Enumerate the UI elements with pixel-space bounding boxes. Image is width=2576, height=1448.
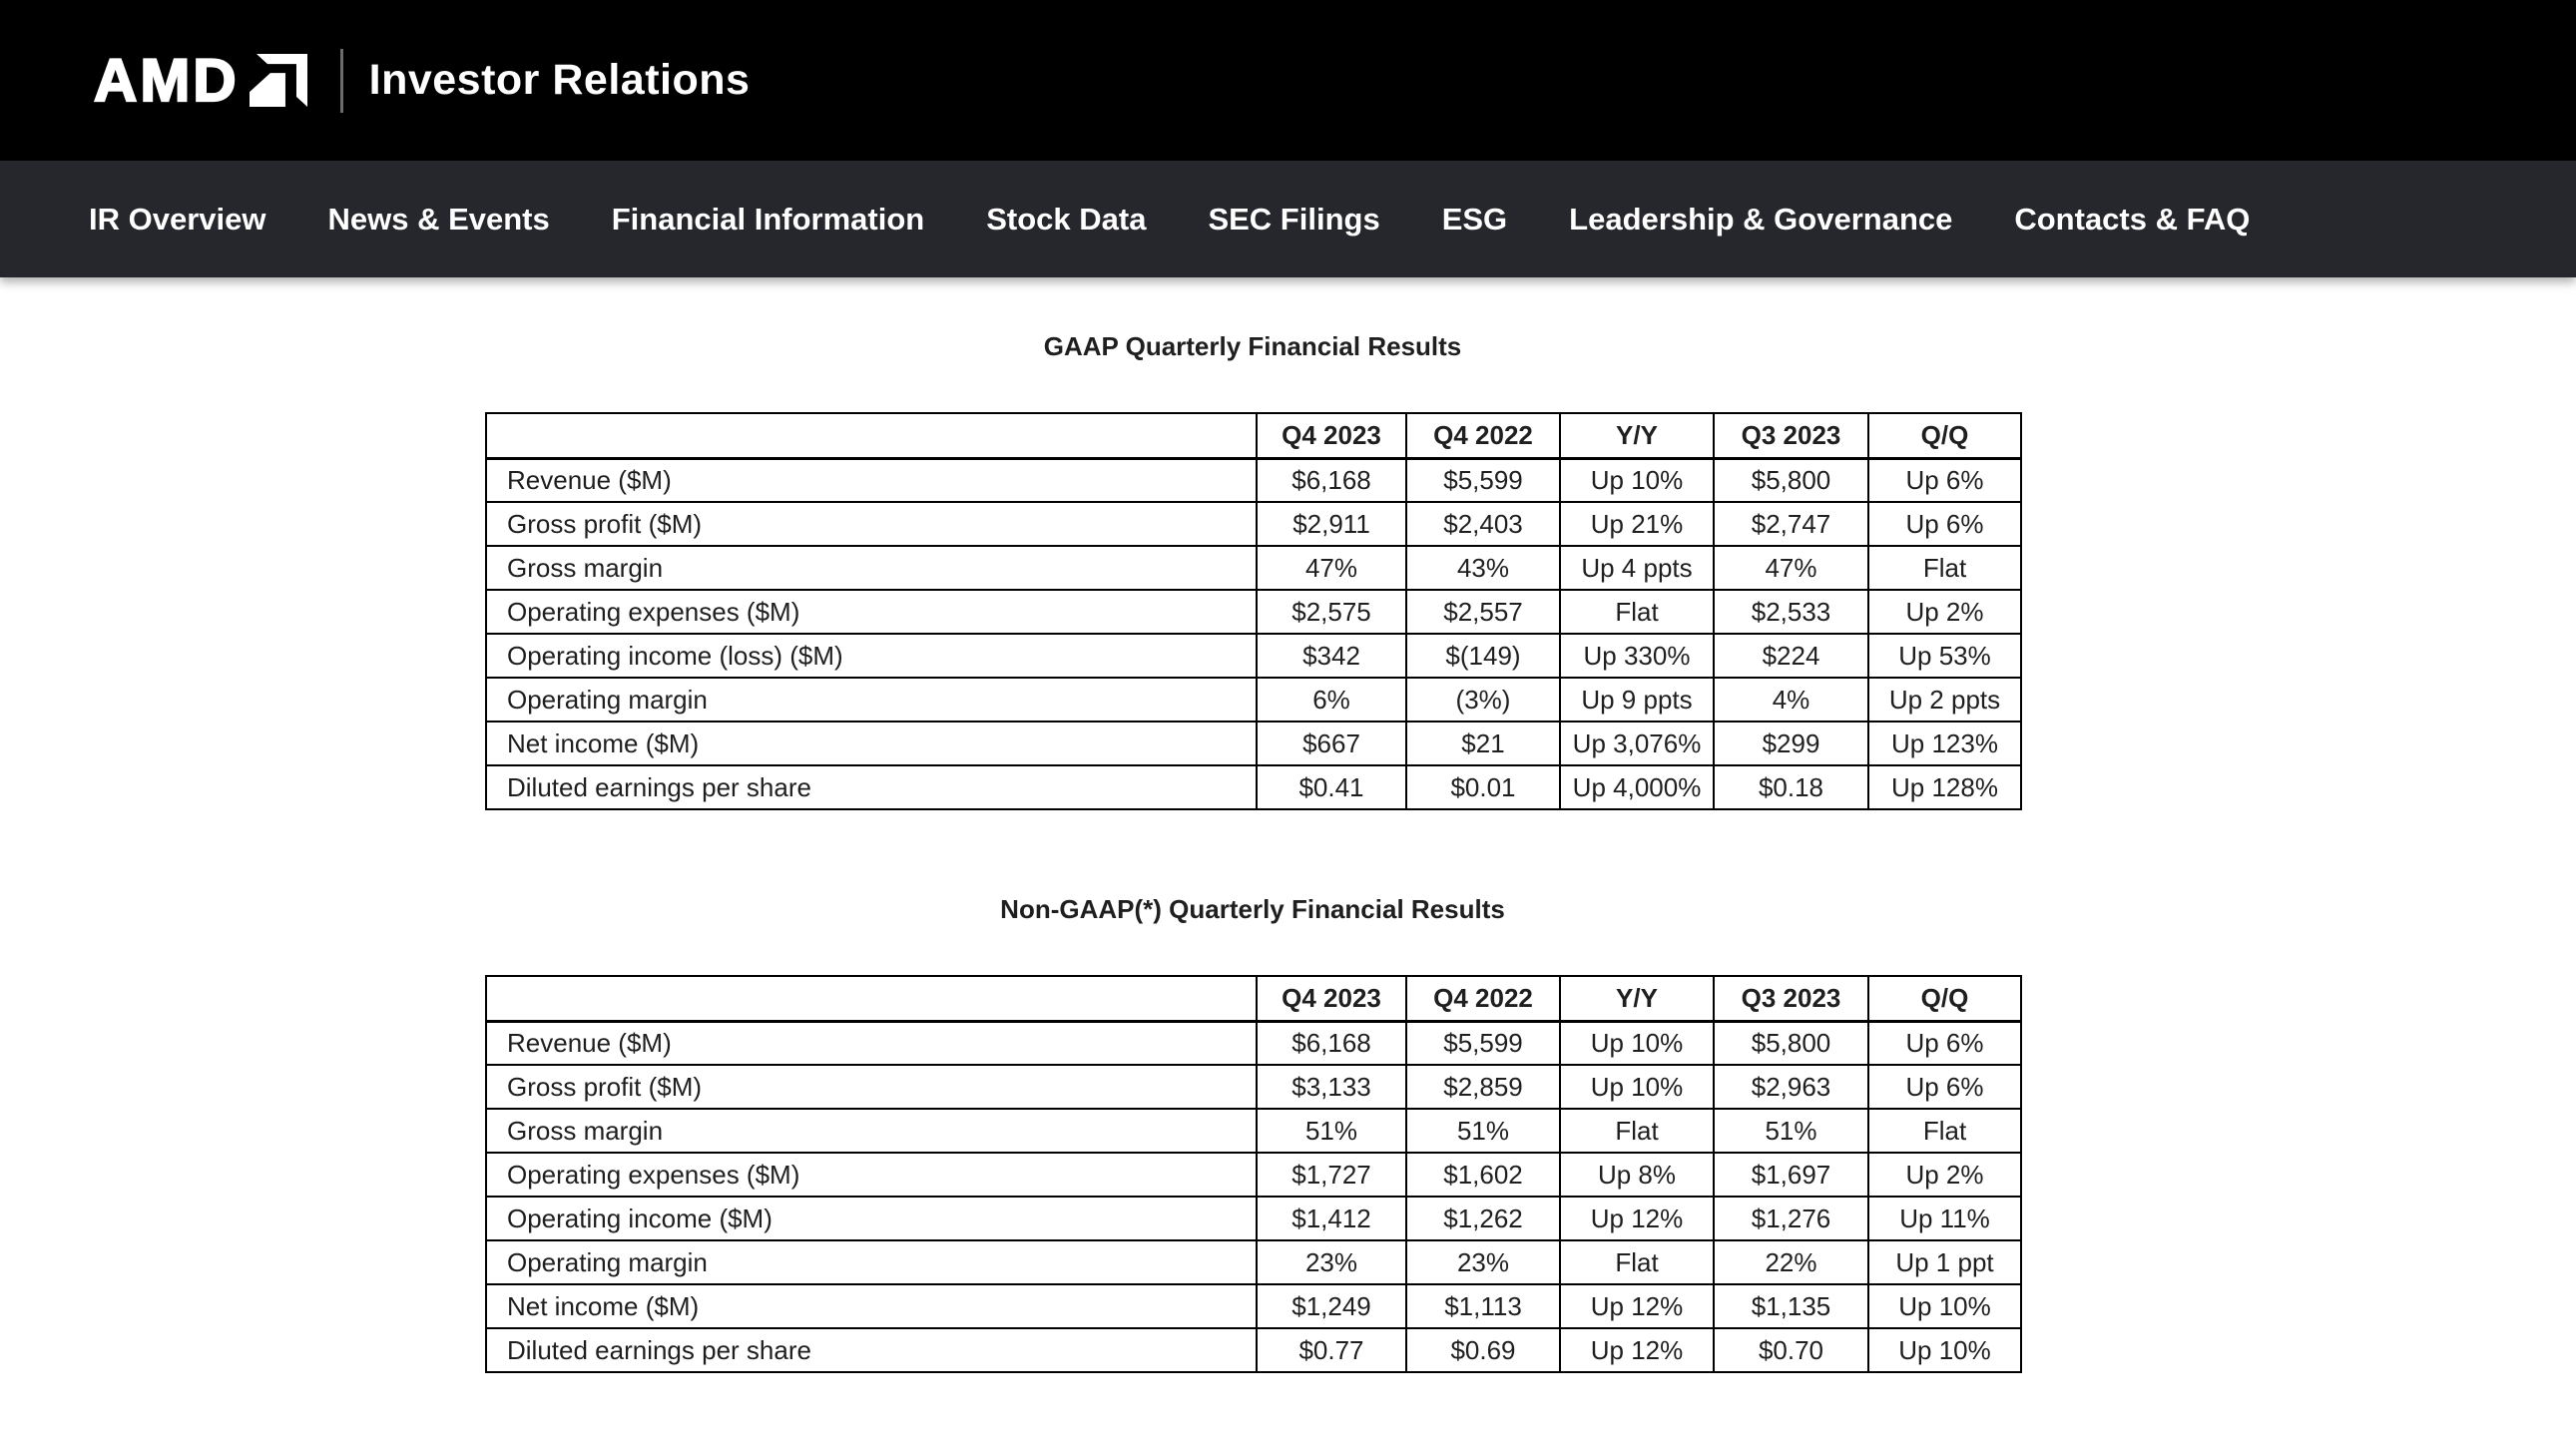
non-gaap-quarterly-table: [485, 975, 2022, 1373]
value-cell: (3%): [1406, 678, 1560, 722]
column-header: Q4 2023: [1257, 413, 1406, 458]
row-label-cell: Revenue ($M): [486, 458, 1257, 502]
value-cell: Up 1 ppt: [1868, 1240, 2021, 1284]
value-cell: $5,800: [1714, 1021, 1868, 1065]
value-cell: Up 10%: [1560, 458, 1714, 502]
table-row: [486, 1284, 2021, 1328]
column-header: Y/Y: [1560, 413, 1714, 458]
value-cell: Up 2%: [1868, 1153, 2021, 1197]
table-row: [486, 634, 2021, 678]
value-cell: $0.70: [1714, 1328, 1868, 1372]
value-cell: 22%: [1714, 1240, 1868, 1284]
value-cell: Up 53%: [1868, 634, 2021, 678]
value-cell: Up 11%: [1868, 1197, 2021, 1240]
value-cell: 43%: [1406, 546, 1560, 590]
table-row: [486, 546, 2021, 590]
row-label-cell: Operating margin: [486, 1240, 1257, 1284]
value-cell: 51%: [1257, 1109, 1406, 1153]
row-label-cell: Revenue ($M): [486, 1021, 1257, 1065]
column-header: Q4 2022: [1406, 413, 1560, 458]
value-cell: Up 12%: [1560, 1328, 1714, 1372]
nav-item-leadership-governance[interactable]: Leadership & Governance: [1569, 201, 1953, 237]
table-row: [486, 502, 2021, 546]
table-row: [486, 458, 2021, 502]
column-header: Q4 2022: [1406, 976, 1560, 1021]
value-cell: Flat: [1560, 1109, 1714, 1153]
nav-item-news-events[interactable]: News & Events: [327, 201, 550, 237]
nav-item-ir-overview[interactable]: IR Overview: [89, 201, 266, 237]
nav-item-contacts-faq[interactable]: Contacts & FAQ: [2014, 201, 2251, 237]
value-cell: Up 21%: [1560, 502, 1714, 546]
value-cell: $6,168: [1257, 1021, 1406, 1065]
value-cell: $299: [1714, 722, 1868, 765]
table-row: [486, 1021, 2021, 1065]
value-cell: $1,697: [1714, 1153, 1868, 1197]
table-row: [486, 590, 2021, 634]
value-cell: $1,135: [1714, 1284, 1868, 1328]
value-cell: 4%: [1714, 678, 1868, 722]
value-cell: Up 3,076%: [1560, 722, 1714, 765]
table-body: [486, 1021, 2021, 1372]
value-cell: Up 8%: [1560, 1153, 1714, 1197]
column-header: Q/Q: [1868, 976, 2021, 1021]
value-cell: 51%: [1714, 1109, 1868, 1153]
value-cell: Up 6%: [1868, 1065, 2021, 1109]
value-cell: Up 10%: [1560, 1065, 1714, 1109]
column-header: Q3 2023: [1714, 413, 1868, 458]
value-cell: 47%: [1714, 546, 1868, 590]
site-title[interactable]: Investor Relations: [368, 56, 751, 104]
table-row: [486, 1197, 2021, 1240]
value-cell: Flat: [1560, 1240, 1714, 1284]
value-cell: Up 12%: [1560, 1197, 1714, 1240]
header-divider: [340, 49, 343, 113]
amd-logo[interactable]: [94, 46, 307, 114]
value-cell: Up 9 ppts: [1560, 678, 1714, 722]
nav-item-stock-data[interactable]: Stock Data: [986, 201, 1147, 237]
value-cell: Up 10%: [1868, 1328, 2021, 1372]
value-cell: $5,800: [1714, 458, 1868, 502]
value-cell: $0.69: [1406, 1328, 1560, 1372]
value-cell: Up 2%: [1868, 590, 2021, 634]
table-row: [486, 1109, 2021, 1153]
nav-item-esg[interactable]: ESG: [1441, 201, 1508, 237]
row-label-cell: Diluted earnings per share: [486, 765, 1257, 809]
table-row: [486, 765, 2021, 809]
table-row: [486, 678, 2021, 722]
value-cell: Up 6%: [1868, 1021, 2021, 1065]
value-cell: $667: [1257, 722, 1406, 765]
value-cell: $1,727: [1257, 1153, 1406, 1197]
table-row: [486, 1065, 2021, 1109]
value-cell: Flat: [1868, 546, 2021, 590]
value-cell: Up 12%: [1560, 1284, 1714, 1328]
value-cell: $2,533: [1714, 590, 1868, 634]
gaap-table-title: GAAP Quarterly Financial Results: [1043, 331, 1462, 361]
value-cell: $2,557: [1406, 590, 1560, 634]
value-cell: $342: [1257, 634, 1406, 678]
value-cell: $5,599: [1406, 458, 1560, 502]
amd-arrow-icon: [250, 54, 307, 107]
value-cell: $2,575: [1257, 590, 1406, 634]
value-cell: Up 128%: [1868, 765, 2021, 809]
value-cell: Up 2 ppts: [1868, 678, 2021, 722]
table-row: [486, 1328, 2021, 1372]
content: [485, 277, 2020, 1373]
value-cell: $6,168: [1257, 458, 1406, 502]
value-cell: $2,747: [1714, 502, 1868, 546]
value-cell: Flat: [1868, 1109, 2021, 1153]
row-label-cell: Operating margin: [486, 678, 1257, 722]
value-cell: $5,599: [1406, 1021, 1560, 1065]
value-cell: $1,249: [1257, 1284, 1406, 1328]
row-label-cell: Operating income ($M): [486, 1197, 1257, 1240]
value-cell: $1,113: [1406, 1284, 1560, 1328]
value-cell: Up 330%: [1560, 634, 1714, 678]
value-cell: 23%: [1406, 1240, 1560, 1284]
value-cell: $224: [1714, 634, 1868, 678]
value-cell: $0.77: [1257, 1328, 1406, 1372]
row-label-cell: Gross profit ($M): [486, 1065, 1257, 1109]
row-label-cell: Net income ($M): [486, 722, 1257, 765]
value-cell: $3,133: [1257, 1065, 1406, 1109]
row-label-cell: Gross margin: [486, 546, 1257, 590]
column-header: Q/Q: [1868, 413, 2021, 458]
value-cell: Up 10%: [1868, 1284, 2021, 1328]
column-header: [486, 976, 1257, 1021]
column-header: Q4 2023: [1257, 976, 1406, 1021]
value-cell: $0.18: [1714, 765, 1868, 809]
value-cell: 51%: [1406, 1109, 1560, 1153]
row-label-cell: Operating expenses ($M): [486, 590, 1257, 634]
column-header: Q3 2023: [1714, 976, 1868, 1021]
main-nav: [0, 161, 2576, 277]
value-cell: $0.41: [1257, 765, 1406, 809]
value-cell: Up 123%: [1868, 722, 2021, 765]
value-cell: $0.01: [1406, 765, 1560, 809]
table-row: [486, 1240, 2021, 1284]
gaap-results-section: [485, 277, 2020, 810]
value-cell: Up 10%: [1560, 1021, 1714, 1065]
nav-item-sec-filings[interactable]: SEC Filings: [1208, 201, 1380, 237]
value-cell: $1,412: [1257, 1197, 1406, 1240]
nav-item-financial-information[interactable]: Financial Information: [611, 201, 925, 237]
site-header: [0, 0, 2576, 161]
table-row: [486, 722, 2021, 765]
row-label-cell: Diluted earnings per share: [486, 1328, 1257, 1372]
non-gaap-results-section: [485, 810, 2020, 1373]
table-body: [486, 458, 2021, 809]
value-cell: Up 6%: [1868, 502, 2021, 546]
row-label-cell: Operating expenses ($M): [486, 1153, 1257, 1197]
value-cell: 47%: [1257, 546, 1406, 590]
row-label-cell: Operating income (loss) ($M): [486, 634, 1257, 678]
non-gaap-table-title: Non-GAAP(*) Quarterly Financial Results: [1000, 894, 1505, 924]
column-header: [486, 413, 1257, 458]
value-cell: $1,276: [1714, 1197, 1868, 1240]
value-cell: Up 4 ppts: [1560, 546, 1714, 590]
row-label-cell: Net income ($M): [486, 1284, 1257, 1328]
value-cell: Up 6%: [1868, 458, 2021, 502]
value-cell: $2,403: [1406, 502, 1560, 546]
table-header-row: [486, 976, 2021, 1021]
value-cell: 6%: [1257, 678, 1406, 722]
value-cell: Up 4,000%: [1560, 765, 1714, 809]
value-cell: $1,602: [1406, 1153, 1560, 1197]
column-header: Y/Y: [1560, 976, 1714, 1021]
amd-logo-text: AMD: [94, 46, 240, 114]
table-header-row: [486, 413, 2021, 458]
value-cell: $21: [1406, 722, 1560, 765]
gaap-quarterly-table: [485, 412, 2022, 810]
value-cell: Flat: [1560, 590, 1714, 634]
value-cell: $2,911: [1257, 502, 1406, 546]
row-label-cell: Gross profit ($M): [486, 502, 1257, 546]
value-cell: $2,963: [1714, 1065, 1868, 1109]
table-row: [486, 1153, 2021, 1197]
value-cell: $2,859: [1406, 1065, 1560, 1109]
row-label-cell: Gross margin: [486, 1109, 1257, 1153]
value-cell: $1,262: [1406, 1197, 1560, 1240]
value-cell: $(149): [1406, 634, 1560, 678]
value-cell: 23%: [1257, 1240, 1406, 1284]
